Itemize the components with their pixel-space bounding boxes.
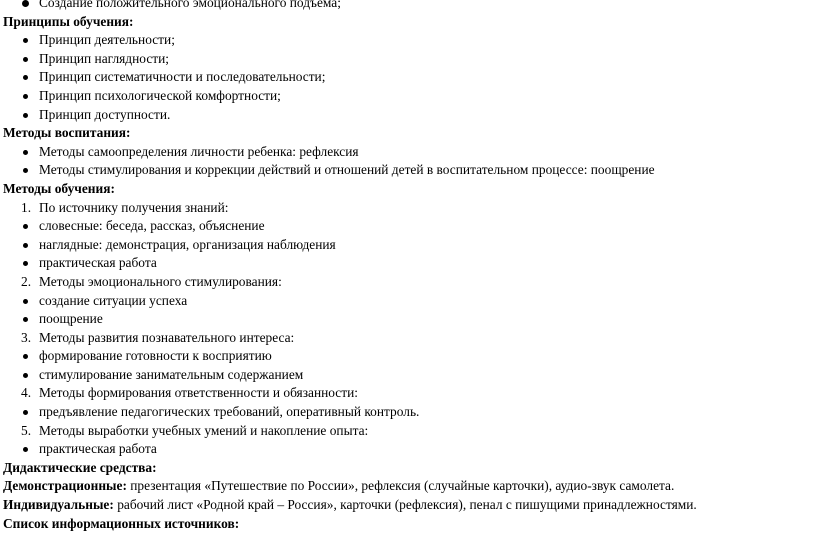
list-item (0, 143, 816, 162)
individual-text: рабочий лист «Родной край – Россия», карточки (рефлексия), пенал с пишущими принадлежностями. (113, 497, 697, 513)
list-item (0, 31, 816, 50)
numbered-item (0, 273, 816, 292)
bullet-icon (23, 299, 28, 304)
teaching-heading: Методы обучения: (3, 180, 115, 196)
bullet-icon (23, 38, 28, 43)
list-item (0, 0, 816, 13)
bullet-icon (23, 113, 28, 118)
individual-label: Индивидуальные: (3, 497, 114, 513)
item-number: 5. (21, 422, 32, 438)
list-item-text: стимулирование занимательным содержанием (39, 366, 304, 382)
list-item-text: Принцип психологической комфортности; (39, 87, 281, 103)
principles-heading: Принципы обучения: (3, 13, 134, 29)
numbered-item-text: По источнику получения знаний: (39, 199, 229, 215)
numbered-item-text: Методы выработки учебных умений и накопление опыта: (39, 422, 369, 438)
upbringing-heading: Методы воспитания: (3, 125, 131, 141)
list-item (0, 366, 816, 385)
bullet-icon (22, 0, 29, 7)
bullet-icon (23, 224, 28, 229)
item-number: 4. (21, 385, 32, 401)
list-item (0, 68, 816, 87)
numbered-item (0, 329, 816, 348)
list-item (0, 310, 816, 329)
item-number: 3. (21, 329, 32, 345)
list-item (0, 292, 816, 311)
bullet-icon (23, 168, 28, 173)
bullet-icon (23, 373, 28, 378)
numbered-item-text: Методы формирования ответственности и обязанности: (39, 385, 358, 401)
item-number: 1. (21, 199, 32, 215)
bullet-icon (23, 354, 28, 359)
list-item-text: Принцип доступности. (39, 106, 171, 122)
bullet-icon (23, 410, 28, 415)
bullet-icon (23, 447, 28, 452)
individual-paragraph (0, 496, 816, 515)
list-item-text: практическая работа (39, 441, 157, 457)
list-item (0, 87, 816, 106)
numbered-item-text: Методы эмоционального стимулирования: (39, 273, 282, 289)
bullet-icon (23, 75, 28, 80)
item-number: 2. (21, 273, 32, 289)
demo-label: Демонстрационные: (3, 478, 127, 494)
list-item-text: создание ситуации успеха (39, 292, 188, 308)
list-item (0, 403, 816, 422)
list-item-text: Методы самоопределения личности ребенка: рефлексия (39, 143, 359, 159)
list-item (0, 50, 816, 69)
demo-paragraph (0, 477, 816, 496)
list-item-text: практическая работа (39, 255, 157, 271)
list-item-text: формирование готовности к восприятию (39, 348, 272, 364)
bullet-icon (23, 317, 28, 322)
list-item (0, 236, 816, 255)
list-item-text: словесные: беседа, рассказ, объяснение (39, 218, 265, 234)
bullet-icon (23, 94, 28, 99)
list-item (0, 254, 816, 273)
list-item (0, 161, 816, 180)
list-item-text: Принцип деятельности; (39, 32, 175, 48)
numbered-item (0, 199, 816, 218)
list-item-text: наглядные: демонстрация, организация наблюдения (39, 236, 336, 252)
list-item (0, 347, 816, 366)
list-item-text: Создание положительного эмоционального подъёма; (39, 0, 341, 10)
numbered-item-text: Методы развития познавательного интереса: (39, 329, 295, 345)
list-item (0, 217, 816, 236)
list-item-text: поощрение (39, 311, 103, 327)
bullet-icon (23, 57, 28, 62)
list-item-text: Методы стимулирования и коррекции действий и отношений детей в воспитательном процессе: поощрение (39, 162, 655, 178)
demo-text: презентация «Путешествие по России», рефлексия (случайные карточки), аудио-звук самолета. (126, 478, 675, 494)
list-item-text: предъявление педагогических требований, оперативный контроль. (39, 404, 420, 420)
bullet-icon (23, 150, 28, 155)
numbered-item (0, 422, 816, 441)
list-item (0, 440, 816, 459)
numbered-item (0, 384, 816, 403)
list-item-text: Принцип наглядности; (39, 50, 169, 66)
bullet-icon (23, 261, 28, 266)
bullet-icon (23, 243, 28, 248)
list-item-text: Принцип систематичности и последовательности; (39, 69, 326, 85)
sources-heading: Список информационных источников: (3, 515, 240, 531)
list-item (0, 106, 816, 125)
didactic-heading: Дидактические средства: (3, 459, 157, 475)
